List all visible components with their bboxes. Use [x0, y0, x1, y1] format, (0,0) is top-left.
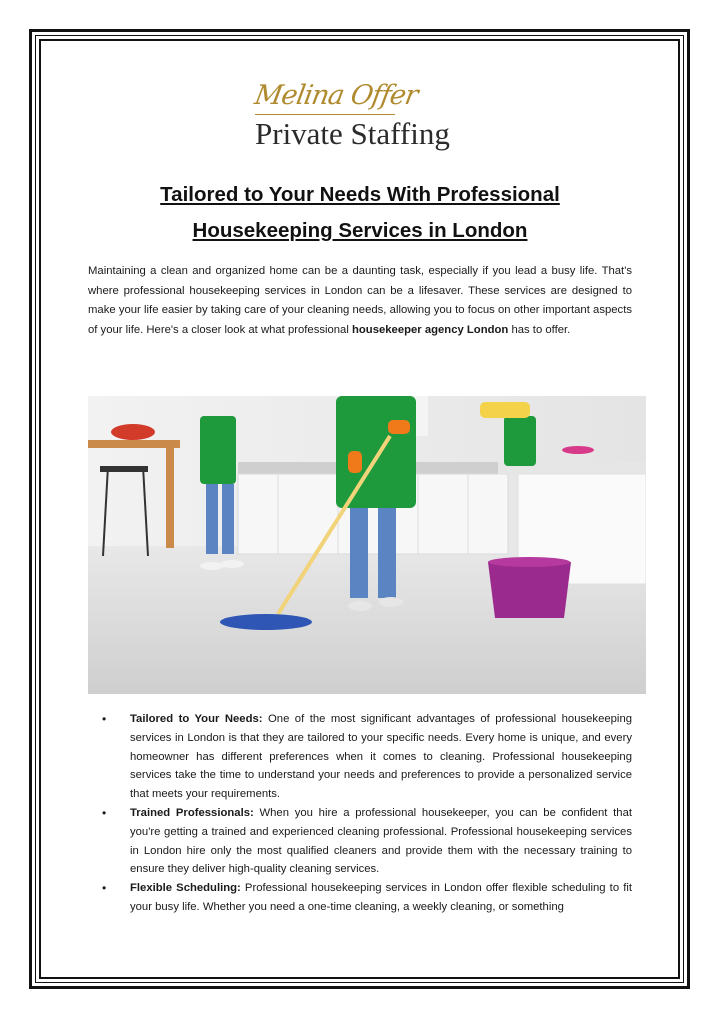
bullet-label: Flexible Scheduling: — [130, 882, 241, 895]
wooden-table-top — [88, 440, 180, 448]
orange-glove-right — [388, 420, 410, 434]
bullet-text: Professional housekeeping services in London offer flexible scheduling to fit your busy life. Whether you need a one-time cleaning, a weekly cleaning, or something — [130, 882, 632, 913]
intro-text: Maintaining a clean and organized home can be a daunting task, especially if you lead a busy life. That's where professional housekeeping services in London can be a lifesaver. These services are designed to make your life easier by taking care of your cleaning needs, allowing you to focus on other important aspects of your life. Here's a closer look at what professional — [88, 265, 632, 336]
bullet-label: Trained Professionals: — [130, 806, 254, 819]
bullet-text: When you hire a professional housekeeper, you can be confident that you're getting a trained and experienced cleaning professional. Professional housekeeping services in London hire only the most qualified cleaners and provide them with the necessary training to ensure they deliver high-quality cleaning services. — [130, 806, 633, 876]
list-item — [102, 804, 632, 879]
bullet-text: One of the most significant advantages of professional housekeeping services in London is that they are tailored to your specific needs. Every home is unique, and every homeowner has different preferences when it comes to cleaning. Professional housekeeping services take the time to understand your needs and preferences to provide a personalized service that meets your requirements. — [130, 713, 633, 801]
list-item — [102, 879, 632, 917]
purple-bucket — [488, 562, 571, 618]
bullet-label: Tailored to Your Needs: — [130, 713, 263, 725]
intro-paragraph — [88, 262, 632, 340]
intro-tail: has to offer. — [508, 323, 571, 336]
bullet-icon: • — [102, 881, 107, 896]
bullet-icon: • — [102, 712, 107, 726]
company-logo — [250, 80, 470, 160]
cleaning-photo — [88, 396, 646, 694]
cleaner-center-apron — [336, 396, 416, 508]
logo-script-text: Melina Offer — [252, 80, 420, 111]
blue-mop-head — [220, 614, 312, 630]
logo-main-text: Private Staffing — [255, 116, 450, 151]
red-basin — [111, 424, 155, 440]
page-title — [80, 177, 640, 249]
logo-underline — [255, 114, 395, 115]
bullet-icon: • — [102, 805, 107, 820]
cleaner-right-apron — [504, 416, 536, 466]
list-item — [102, 710, 632, 804]
title-line-2: Housekeeping Services in London — [192, 219, 528, 242]
orange-glove-left — [348, 451, 362, 473]
benefits-list — [102, 710, 632, 917]
wooden-table-leg — [166, 448, 174, 548]
cleaner-left-apron — [200, 416, 236, 484]
housekeeper-agency-link[interactable]: housekeeper agency London — [352, 323, 509, 336]
title-line-1: Tailored to Your Needs With Professional — [160, 183, 560, 206]
